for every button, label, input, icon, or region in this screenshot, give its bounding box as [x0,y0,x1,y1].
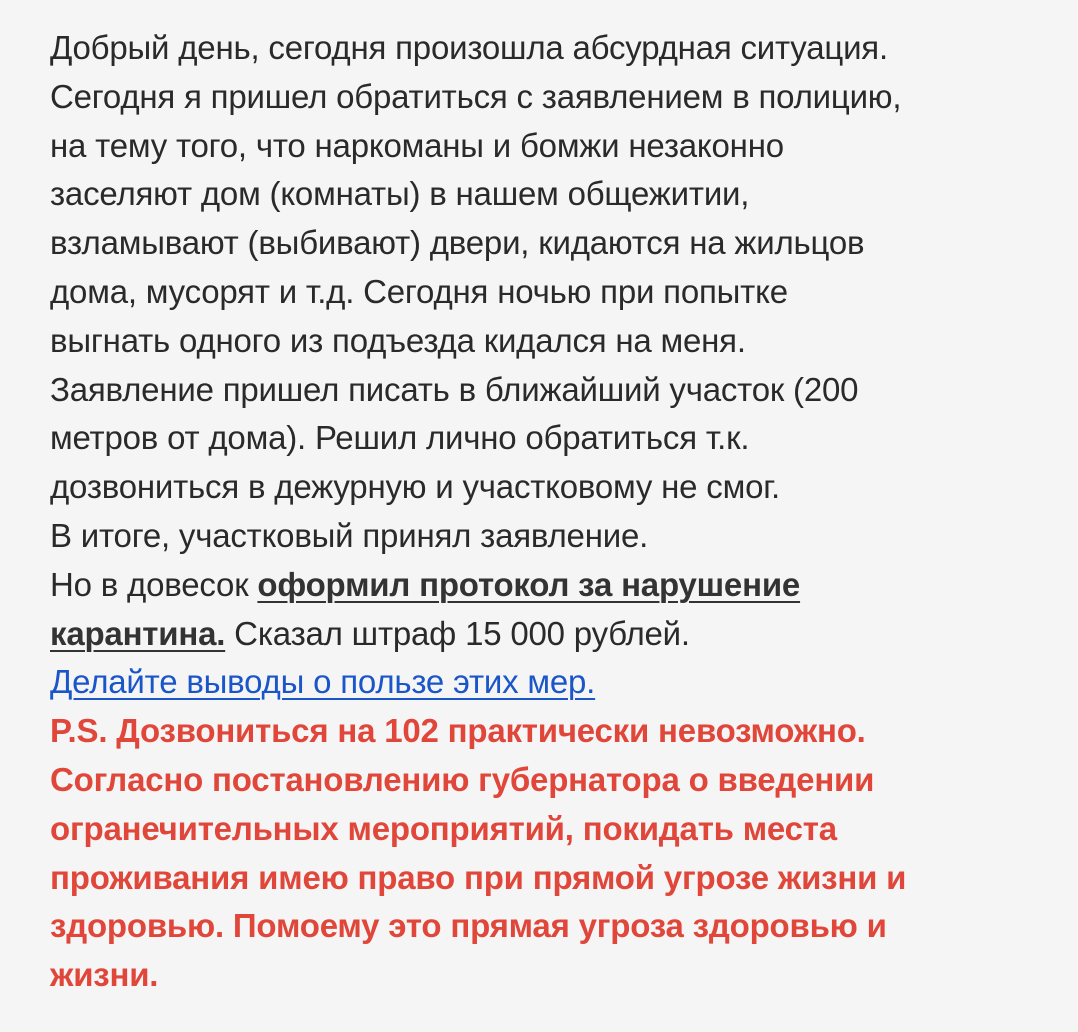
protocol-link-continued[interactable]: карантина. [50,614,226,652]
fine-text: Сказал штраф 15 000 рублей. [225,614,690,652]
conclusion-link[interactable]: Делайте выводы о пользе этих мер. [50,663,596,701]
message-line: метров от дома). Решил лично обратиться т.к. [50,419,750,457]
ps-line: P.S. Дозвониться на 102 практически невозможно. [50,712,866,750]
message-line: взламывают (выбивают) двери, кидаются на жильцов [50,224,865,262]
protocol-line [50,561,1060,610]
message-line: выгнать одного из подъезда кидался на меня. [50,321,746,359]
message-line: Заявление пришел писать в ближайший участок (200 [50,370,859,408]
conclusion-line [50,658,1060,707]
message-body [50,24,1060,1000]
message-line: заселяют дом (комнаты) в нашем общежитии, [50,175,750,213]
ps-line: здоровью. Помоему это прямая угроза здоровью и [50,907,887,945]
message-line: В итоге, участковый принял заявление. [50,516,649,554]
protocol-line-2 [50,610,1060,659]
ps-line: жизни. [50,956,159,994]
ps-line: Согласно постановлению губернатора о введении [50,760,875,798]
protocol-prefix: Но в довесок [50,565,258,603]
message-line: Добрый день, сегодня произошла абсурдная ситуация. [50,29,888,66]
message-line: Сегодня я пришел обратиться с заявлением в полицию, [50,77,902,115]
ps-line: огранечительных мероприятий, покидать места [50,809,837,847]
message-line: на тему того, что наркоманы и бомжи незаконно [50,126,784,164]
message-line: дома, мусорят и т.д. Сегодня ночью при попытке [50,272,788,310]
message-line: дозвониться в дежурную и участковому не смог. [50,468,781,506]
protocol-link[interactable]: оформил протокол за нарушение [257,565,801,603]
ps-line: проживания имею право при прямой угрозе жизни и [50,858,907,896]
